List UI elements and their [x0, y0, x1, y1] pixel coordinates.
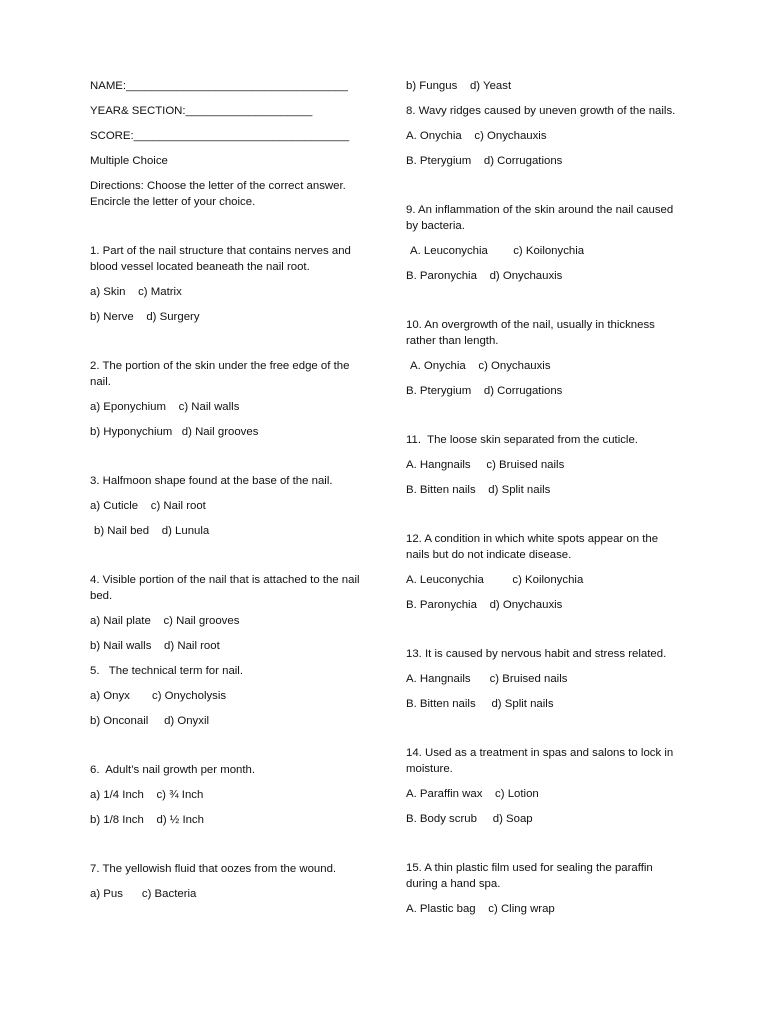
question-13-text: 13. It is caused by nervous habit and stress related.	[406, 648, 667, 660]
question-7-options-a: a) Pus c) Bacteria	[90, 888, 197, 900]
question-9-options-b: B. Paronychia d) Onychauxis	[406, 270, 563, 282]
question-5-text: 5. The technical term for nail.	[90, 665, 244, 677]
question-1-options-b: b) Nerve d) Surgery	[90, 311, 200, 323]
question-4-text: 4. Visible portion of the nail that is attached to the nail bed.	[90, 574, 360, 602]
question-11-text: 11. The loose skin separated from the cuticle.	[406, 434, 638, 446]
question-8-text: 8. Wavy ridges caused by uneven growth of the nails.	[406, 105, 676, 117]
question-8-options-b: B. Pterygium d) Corrugations	[406, 155, 563, 167]
question-4-options-a: a) Nail plate c) Nail grooves	[90, 615, 240, 627]
question-1-options-a: a) Skin c) Matrix	[90, 286, 182, 298]
question-14-options-b: B. Body scrub d) Soap	[406, 813, 533, 825]
question-9-text: 9. An inflammation of the skin around the nail caused by bacteria.	[406, 204, 674, 232]
score-field: SCORE:__________________________________	[90, 130, 350, 142]
section-title: Multiple Choice	[90, 155, 168, 167]
question-3-text: 3. Halfmoon shape found at the base of the nail.	[90, 475, 333, 487]
left-column	[90, 78, 362, 911]
question-4-options-b: b) Nail walls d) Nail root	[90, 640, 220, 652]
question-10-options-a: A. Onychia c) Onychauxis	[410, 360, 551, 372]
question-12-options-b: B. Paronychia d) Onychauxis	[406, 599, 563, 611]
question-9-options-a: A. Leuconychia c) Koilonychia	[410, 245, 585, 257]
question-2-options-a: a) Eponychium c) Nail walls	[90, 401, 240, 413]
question-6-options-b: b) 1/8 Inch d) ½ Inch	[90, 814, 204, 826]
question-11-options-a: A. Hangnails c) Bruised nails	[406, 459, 565, 471]
question-5-options-b: b) Onconail d) Onyxil	[90, 715, 210, 727]
question-10-text: 10. An overgrowth of the nail, usually in thickness rather than length.	[406, 319, 655, 347]
right-column	[406, 78, 678, 926]
year-section-field: YEAR& SECTION:____________________	[90, 105, 313, 117]
question-15-options-a: A. Plastic bag c) Cling wrap	[406, 903, 555, 915]
question-3-options-b: b) Nail bed d) Lunula	[94, 525, 210, 537]
question-7-options-b: b) Fungus d) Yeast	[406, 80, 512, 92]
question-13-options-b: B. Bitten nails d) Split nails	[406, 698, 554, 710]
question-13-options-a: A. Hangnails c) Bruised nails	[406, 673, 568, 685]
question-15-text: 15. A thin plastic film used for sealing the paraffin during a hand spa.	[406, 862, 653, 890]
question-5-options-a: a) Onyx c) Onycholysis	[90, 690, 227, 702]
question-8-options-a: A. Onychia c) Onychauxis	[406, 130, 547, 142]
question-14-options-a: A. Paraffin wax c) Lotion	[406, 788, 539, 800]
question-2-text: 2. The portion of the skin under the free edge of the nail.	[90, 360, 350, 388]
question-2-options-b: b) Hyponychium d) Nail grooves	[90, 426, 259, 438]
question-6-options-a: a) 1/4 Inch c) ¾ Inch	[90, 789, 204, 801]
question-10-options-b: B. Pterygium d) Corrugations	[406, 385, 563, 397]
question-1-text: 1. Part of the nail structure that contains nerves and blood vessel located beaneath the nail root.	[90, 245, 351, 273]
question-12-text: 12. A condition in which white spots appear on the nails but do not indicate disease.	[406, 533, 659, 561]
name-field: NAME:___________________________________	[90, 80, 348, 92]
directions: Directions: Choose the letter of the correct answer. Encircle the letter of your choice.	[90, 180, 346, 208]
question-14-text: 14. Used as a treatment in spas and salons to lock in moisture.	[406, 747, 674, 775]
question-11-options-b: B. Bitten nails d) Split nails	[406, 484, 551, 496]
question-6-text: 6. Adult’s nail growth per month.	[90, 764, 256, 776]
question-12-options-a: A. Leuconychia c) Koilonychia	[406, 574, 584, 586]
question-7-text: 7. The yellowish fluid that oozes from the wound.	[90, 863, 337, 875]
question-3-options-a: a) Cuticle c) Nail root	[90, 500, 206, 512]
